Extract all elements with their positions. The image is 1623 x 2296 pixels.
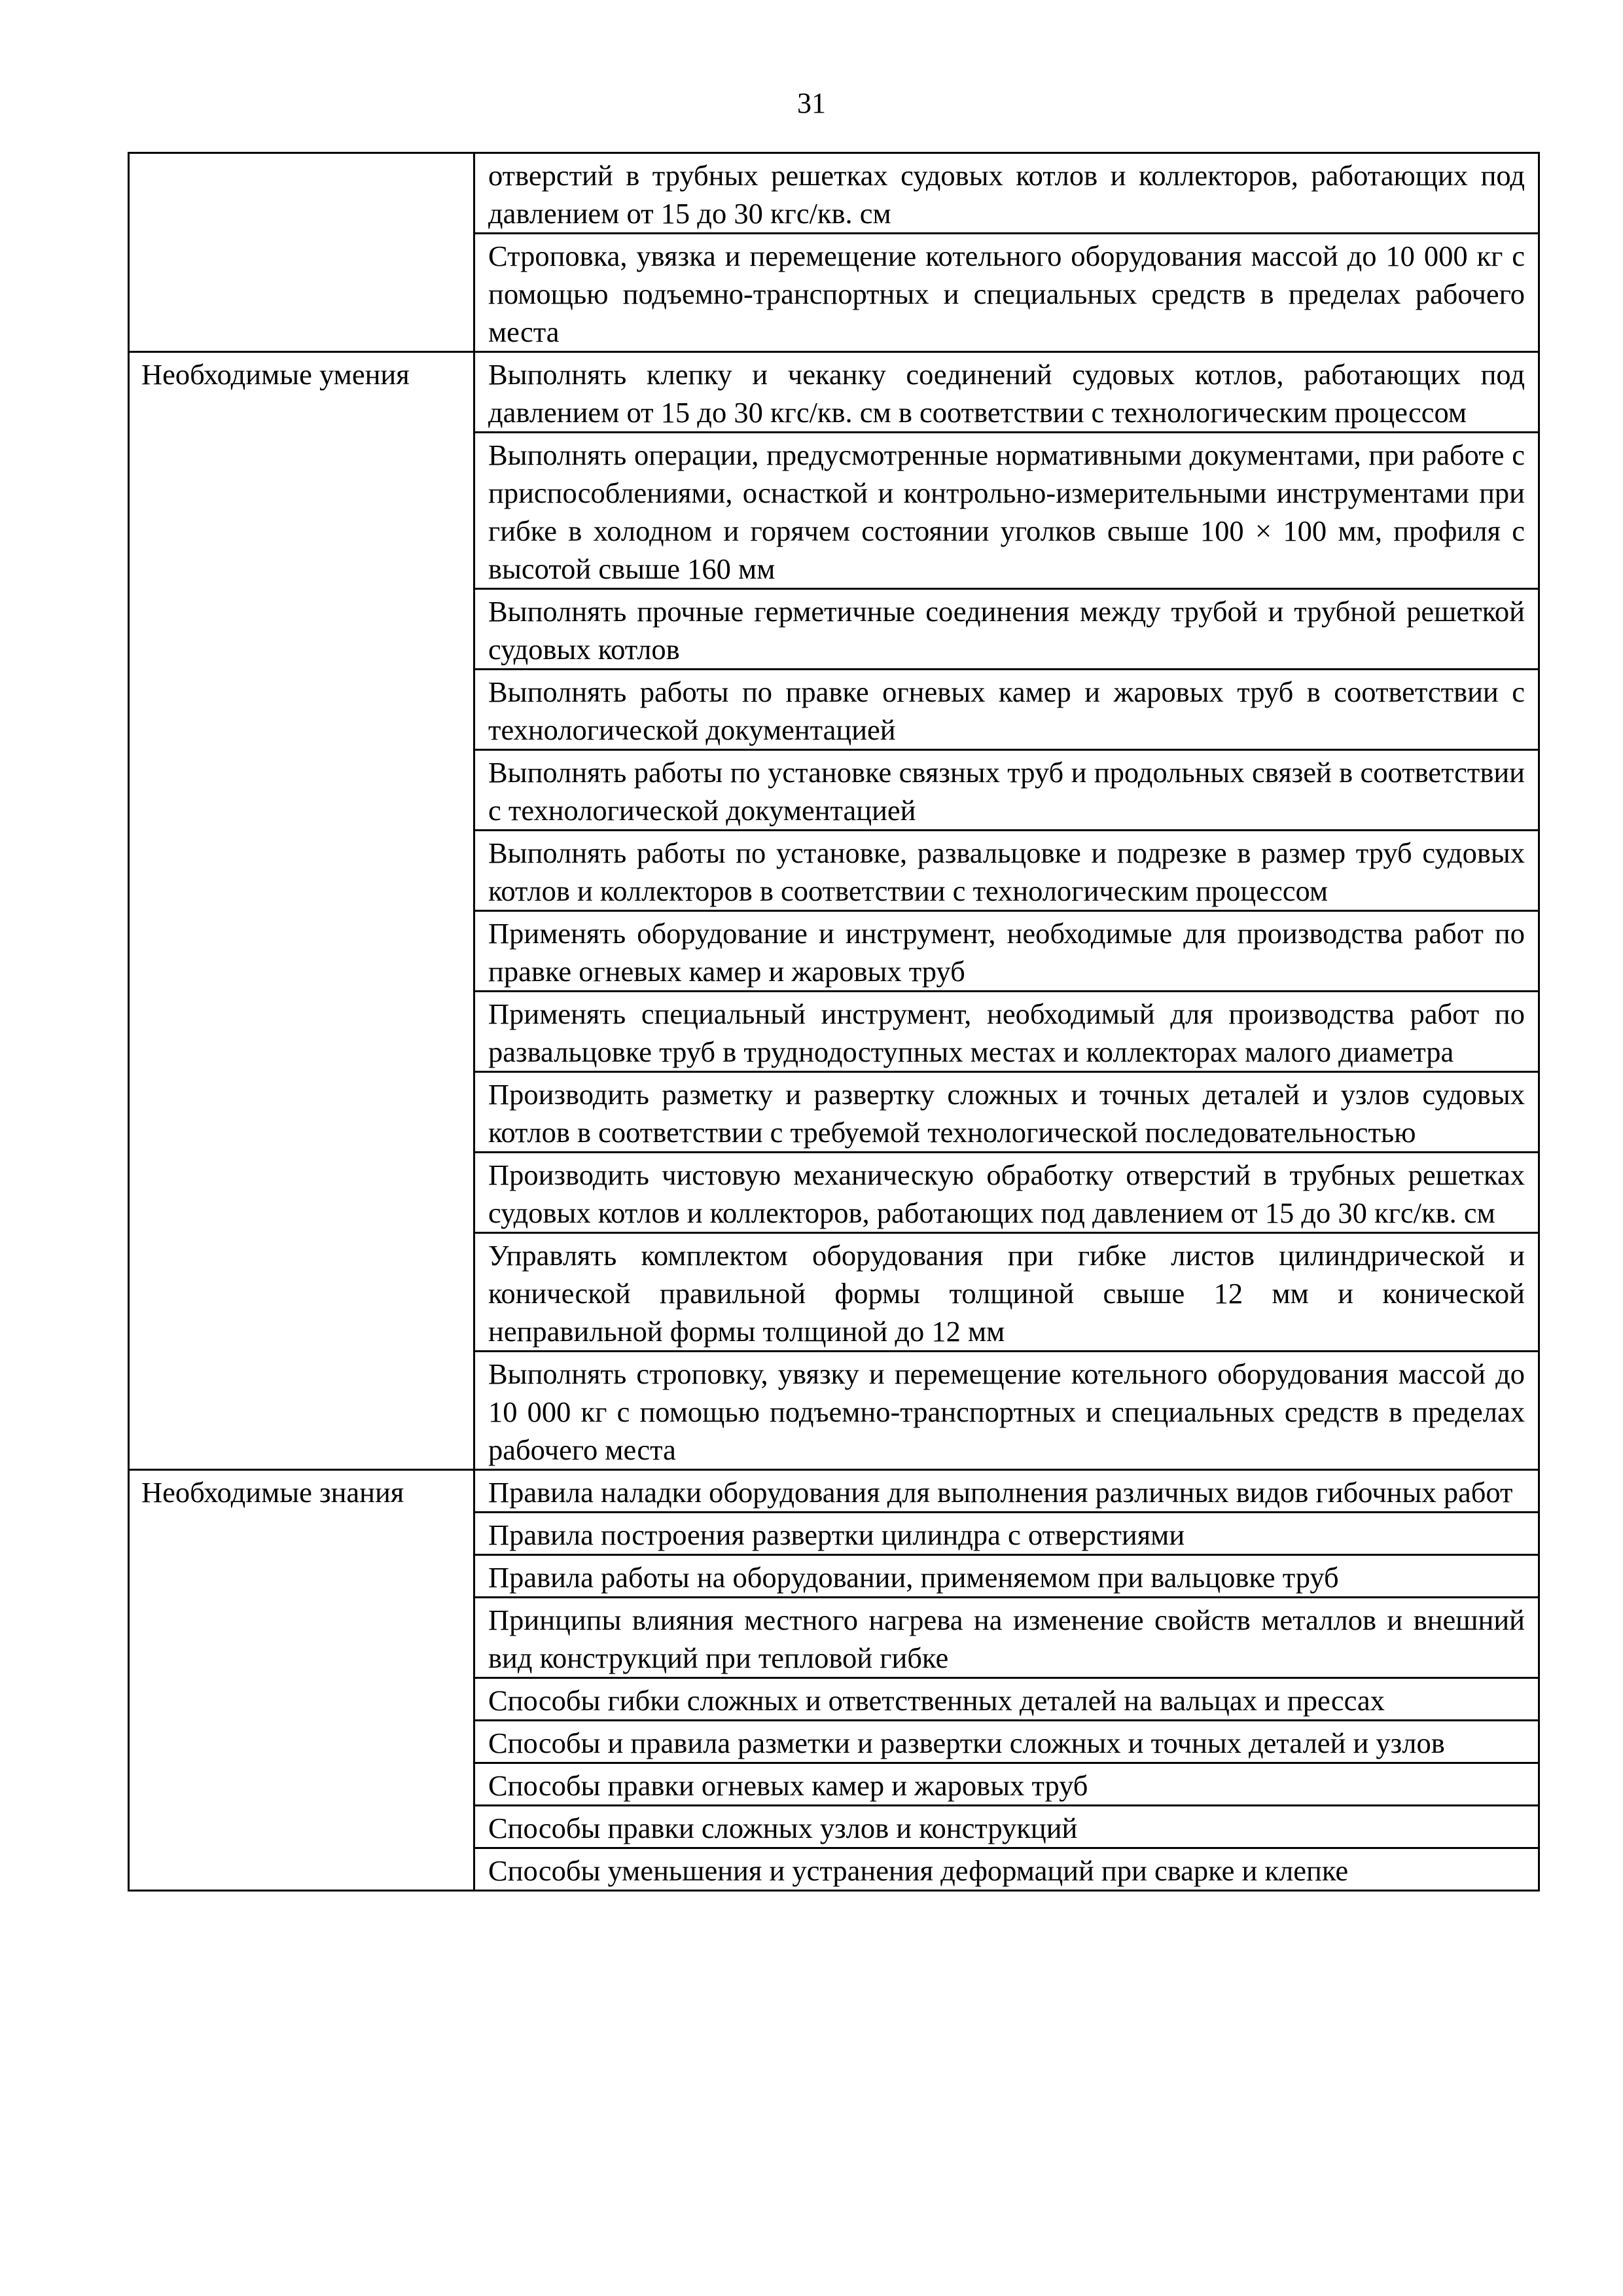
table-row	[129, 1470, 1539, 1513]
table-cell: Способы уменьшения и устранения деформаций при сварке и клепке	[474, 1848, 1539, 1891]
table-cell: Способы правки огневых камер и жаровых труб	[474, 1763, 1539, 1806]
table-cell: Способы правки сложных узлов и конструкций	[474, 1806, 1539, 1848]
table-row	[129, 153, 1539, 234]
section-label-skills: Необходимые умения	[129, 352, 474, 1470]
table-cell: Выполнять работы по установке связных труб и продольных связей в соответствии с технологической документацией	[474, 750, 1539, 831]
table-cell: Управлять комплектом оборудования при гибке листов цилиндрической и конической правильной формы толщиной свыше 12 мм и конической неправильной формы толщиной до 12 мм	[474, 1233, 1539, 1352]
requirements-table	[128, 152, 1540, 1892]
table-cell: Принципы влияния местного нагрева на изменение свойств металлов и внешний вид конструкций при тепловой гибке	[474, 1598, 1539, 1678]
table-cell: Способы гибки сложных и ответственных деталей на вальцах и прессах	[474, 1678, 1539, 1721]
table-cell: Применять оборудование и инструмент, необходимые для производства работ по правке огневых камер и жаровых труб	[474, 911, 1539, 992]
table-cell: Применять специальный инструмент, необходимый для производства работ по развальцовке труб в труднодоступных местах и коллекторах малого диаметра	[474, 992, 1539, 1072]
page-number: 31	[797, 87, 826, 119]
table-cell: Способы и правила разметки и развертки сложных и точных деталей и узлов	[474, 1721, 1539, 1763]
table-cell: Производить чистовую механическую обработку отверстий в трубных решетках судовых котлов и коллекторов, работающих под давлением от 15 до 30 кгс/кв. см	[474, 1153, 1539, 1233]
table-cell: Правила наладки оборудования для выполнения различных видов гибочных работ	[474, 1470, 1539, 1513]
table-cell: отверстий в трубных решетках судовых котлов и коллекторов, работающих под давлением от 15 до 30 кгс/кв. см	[474, 153, 1539, 234]
section-label-knowledge: Необходимые знания	[129, 1470, 474, 1891]
table-cell: Строповка, увязка и перемещение котельного оборудования массой до 10 000 кг с помощью подъемно-транспортных и специальных средств в пределах рабочего места	[474, 234, 1539, 352]
table-cell: Выполнять работы по правке огневых камер и жаровых труб в соответствии с технологической документацией	[474, 670, 1539, 750]
table-cell: Выполнять клепку и чеканку соединений судовых котлов, работающих под давлением от 15 до 30 кгс/кв. см в соответствии с технологическим процессом	[474, 352, 1539, 433]
table-cell: Выполнять работы по установке, развальцовке и подрезке в размер труб судовых котлов и коллекторов в соответствии с технологическим процессом	[474, 831, 1539, 911]
table-cell: Выполнять строповку, увязку и перемещение котельного оборудования массой до 10 000 кг с помощью подъемно-транспортных и специальных средств в пределах рабочего места	[474, 1352, 1539, 1470]
section-label-continuation	[129, 153, 474, 352]
table-row	[129, 352, 1539, 433]
table-cell: Выполнять прочные герметичные соединения между трубой и трубной решеткой судовых котлов	[474, 589, 1539, 670]
table-cell: Правила построения развертки цилиндра с отверстиями	[474, 1513, 1539, 1555]
table-cell: Правила работы на оборудовании, применяемом при вальцовке труб	[474, 1555, 1539, 1598]
table-cell: Выполнять операции, предусмотренные нормативными документами, при работе с приспособлениями, оснасткой и контрольно-измерительными инструментами при гибке в холодном и горячем состоянии уголков свыше 100 × 100 мм, профиля с высотой свыше 160 мм	[474, 433, 1539, 589]
table-cell: Производить разметку и развертку сложных и точных деталей и узлов судовых котлов в соответствии с требуемой технологической последовательностью	[474, 1072, 1539, 1153]
